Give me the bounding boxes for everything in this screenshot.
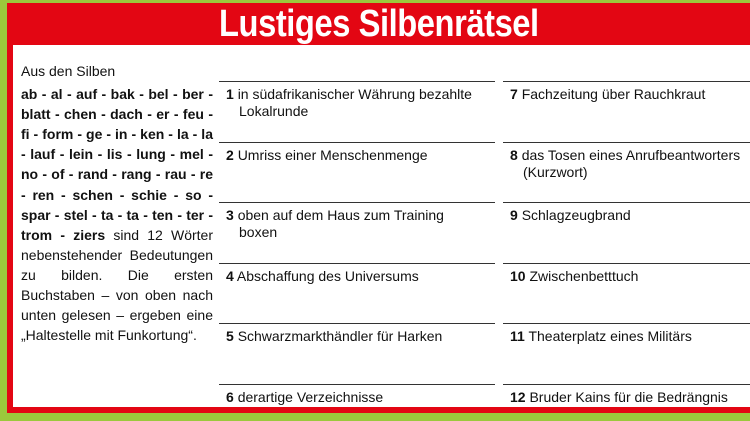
clue-number: 1 [226, 86, 234, 102]
clue-item [226, 147, 494, 164]
puzzle-title: Lustiges Silbenrätsel [218, 2, 539, 45]
clue-text: Abschaffung des Universums [236, 267, 419, 284]
clue-text-continued: (Kurzwort) [523, 163, 588, 180]
clue-item [510, 328, 749, 345]
clue-item [226, 268, 494, 285]
clue-item [510, 86, 749, 103]
title-bar [7, 3, 750, 45]
answer-line [219, 142, 495, 143]
clue-text: oben auf dem Haus zum Training [237, 207, 444, 224]
answer-line [503, 142, 750, 143]
answer-line [503, 323, 750, 324]
answer-line [219, 202, 495, 203]
clue-item [226, 86, 494, 120]
clue-text: Schwarzmarkthändler für Harken [237, 328, 443, 345]
answer-line [503, 263, 750, 264]
answer-line [503, 81, 750, 82]
clue-text-continued: Lokalrunde [239, 103, 309, 119]
clue-item [226, 328, 494, 345]
instruction-text: sind 12 Wörter nebenstehender Bedeutungen zu bilden. Die ersten Buchstaben – von oben nach unten gelesen – ergeben eine „Haltestelle mit Funkortung“. [21, 226, 213, 344]
clue-number: 2 [226, 146, 234, 163]
clue-text: in südafrikanischer Währung bezahlte [237, 86, 472, 102]
clue-number: 4 [226, 267, 234, 284]
clue-text: Zwischenbetttuch [529, 267, 639, 284]
instructions-column [21, 61, 213, 345]
clue-text: Theaterplatz eines Militärs [528, 328, 692, 345]
answer-line [219, 263, 495, 264]
clue-text: derartige Verzeichnisse [237, 389, 384, 405]
clue-number: 12 [510, 389, 526, 405]
instructions-body [21, 84, 213, 345]
clue-text: Fachzeitung über Rauchkraut [521, 86, 706, 102]
syllable-list: ab - al - auf - bak - bel - ber - blatt - chen - dach - er - feu - fi - form - ge - in - ken - la - la - lauf - lein - lis - lung - mel - no - of - rand - rang - rau - re - ren - schen - schie - so - spar - stel - ta - ta - ten - ter - trom - ziers [21, 86, 213, 243]
clue-item [510, 268, 749, 285]
clue-number: 3 [226, 207, 234, 224]
clue-number: 10 [510, 267, 526, 284]
clue-item [226, 207, 494, 241]
content-panel [13, 45, 750, 407]
answer-line [219, 81, 495, 82]
clue-number: 9 [510, 207, 518, 224]
intro-text: Aus den Silben [21, 63, 116, 79]
clue-text: Umriss einer Menschenmenge [237, 146, 428, 163]
clue-item [510, 389, 749, 406]
clue-number: 6 [226, 389, 234, 405]
answer-line [503, 384, 750, 385]
clue-number: 8 [510, 146, 518, 163]
clue-number: 7 [510, 86, 518, 102]
clue-item [510, 207, 749, 224]
answer-line [503, 202, 750, 203]
green-border-left [0, 0, 7, 421]
clue-item [226, 389, 494, 406]
answer-line [219, 323, 495, 324]
answer-line [219, 384, 495, 385]
green-border-bottom [0, 413, 750, 421]
clue-text-continued: boxen [239, 224, 278, 241]
clue-number: 11 [510, 328, 525, 345]
clue-item [510, 147, 749, 181]
clue-text: das Tosen eines Anrufbeantworters [521, 146, 741, 163]
clue-text: Bruder Kains für die Bedrängnis [529, 389, 728, 405]
clue-number: 5 [226, 328, 234, 345]
clue-text: Schlagzeugbrand [521, 207, 631, 224]
